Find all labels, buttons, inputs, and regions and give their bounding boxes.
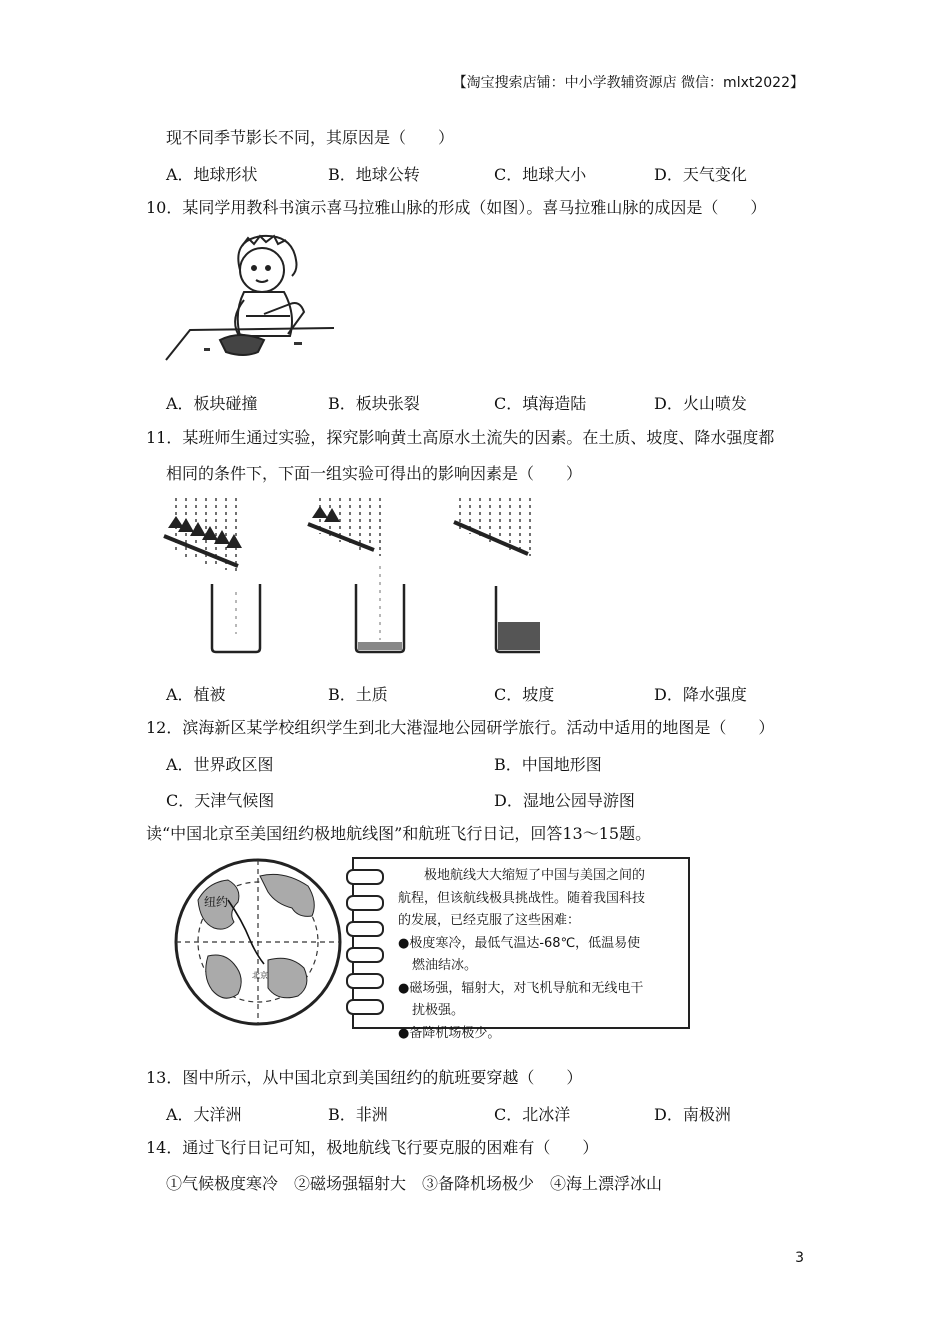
shop-header-note: 【淘宝搜索店铺：中小学教辅资源店 微信：mlxt2022】	[452, 75, 804, 91]
q11-option-b: B．土质	[328, 685, 388, 704]
diary-line: 极地航线大大缩短了中国与美国之间的	[424, 868, 646, 883]
q11-stem-line1: 11．某班师生通过实验，探究影响黄土高原水土流失的因素。在土质、坡度、降水强度都	[146, 428, 775, 447]
q14-stem: 14．通过飞行日记可知，极地航线飞行要克服的困难有（ ）	[146, 1138, 599, 1157]
q12-stem: 12．滨海新区某学校组织学生到北大港湿地公园研学旅行。活动中适用的地图是（ ）	[146, 718, 775, 737]
q11-option-d: D．降水强度	[654, 685, 747, 704]
q14-choices: ①气候极度寒冷 ②磁场强辐射大 ③备降机场极少 ④海上漂浮冰山	[166, 1174, 663, 1193]
soil-erosion-experiment-illustration	[160, 494, 540, 658]
newyork-label: 纽约	[204, 895, 229, 909]
q9-option-a: A．地球形状	[166, 165, 258, 184]
q9-option-b: B．地球公转	[328, 165, 420, 184]
notebook-ring	[346, 921, 384, 937]
q10-option-d: D．火山喷发	[654, 394, 747, 413]
notebook-ring	[346, 895, 384, 911]
q11-option-a: A．植被	[166, 685, 226, 704]
q13-option-a: A．大洋洲	[166, 1105, 242, 1124]
diary-line: 扰极强。	[412, 1003, 465, 1018]
diary-line: ●极度寒冷，最低气温达-68℃，低温易使	[398, 935, 641, 951]
q13-option-d: D．南极洲	[654, 1105, 731, 1124]
notebook-ring	[346, 999, 384, 1015]
diary-line: 燃油结冰。	[412, 958, 478, 973]
q11-stem-line2: 相同的条件下，下面一组实验可得出的影响因素是（ ）	[166, 464, 583, 483]
q13-option-b: B．非洲	[328, 1105, 388, 1124]
q9-option-d: D．天气变化	[654, 165, 747, 184]
q13-option-c: C．北冰洋	[494, 1105, 571, 1124]
diary-line: 航程，但该航线极具挑战性。随着我国科技	[398, 890, 646, 906]
q10-option-c: C．填海造陆	[494, 394, 587, 413]
q12-option-a: A．世界政区图	[166, 755, 274, 774]
page-number: 3	[795, 1250, 804, 1266]
q12-option-d: D．湿地公园导游图	[494, 791, 635, 810]
notebook-ring	[346, 869, 384, 885]
q12-option-b: B．中国地形图	[494, 755, 602, 774]
notebook-ring	[346, 947, 384, 963]
reading-intro: 读“中国北京至美国纽约极地航线图”和航班飞行日记，回答13～15题。	[146, 824, 652, 843]
q10-option-b: B．板块张裂	[328, 394, 420, 413]
polar-route-map	[168, 856, 350, 1028]
diary-line: ●磁场强，辐射大，对飞机导航和无线电干	[398, 980, 644, 996]
notebook-ring	[346, 973, 384, 989]
q11-option-c: C．坡度	[494, 685, 555, 704]
diary-line: 的发展，已经克服了这些困难：	[398, 913, 581, 928]
q12-option-c: C．天津气候图	[166, 791, 275, 810]
beijing-label: 北京	[252, 971, 268, 980]
q13-stem: 13．图中所示，从中国北京到美国纽约的航班要穿越（ ）	[146, 1068, 583, 1087]
q9-stem-continuation: 现不同季节影长不同，其原因是（ ）	[166, 128, 455, 147]
q9-option-c: C．地球大小	[494, 165, 587, 184]
student-demonstration-illustration	[164, 230, 334, 366]
q10-option-a: A．板块碰撞	[166, 394, 258, 413]
flight-diary-notebook	[352, 857, 690, 1041]
flight-diary-text	[398, 865, 682, 1045]
diary-line: ●备降机场极少。	[398, 1025, 501, 1041]
q10-stem: 10．某同学用教科书演示喜马拉雅山脉的形成（如图）。喜马拉雅山脉的成因是（ ）	[146, 198, 767, 217]
